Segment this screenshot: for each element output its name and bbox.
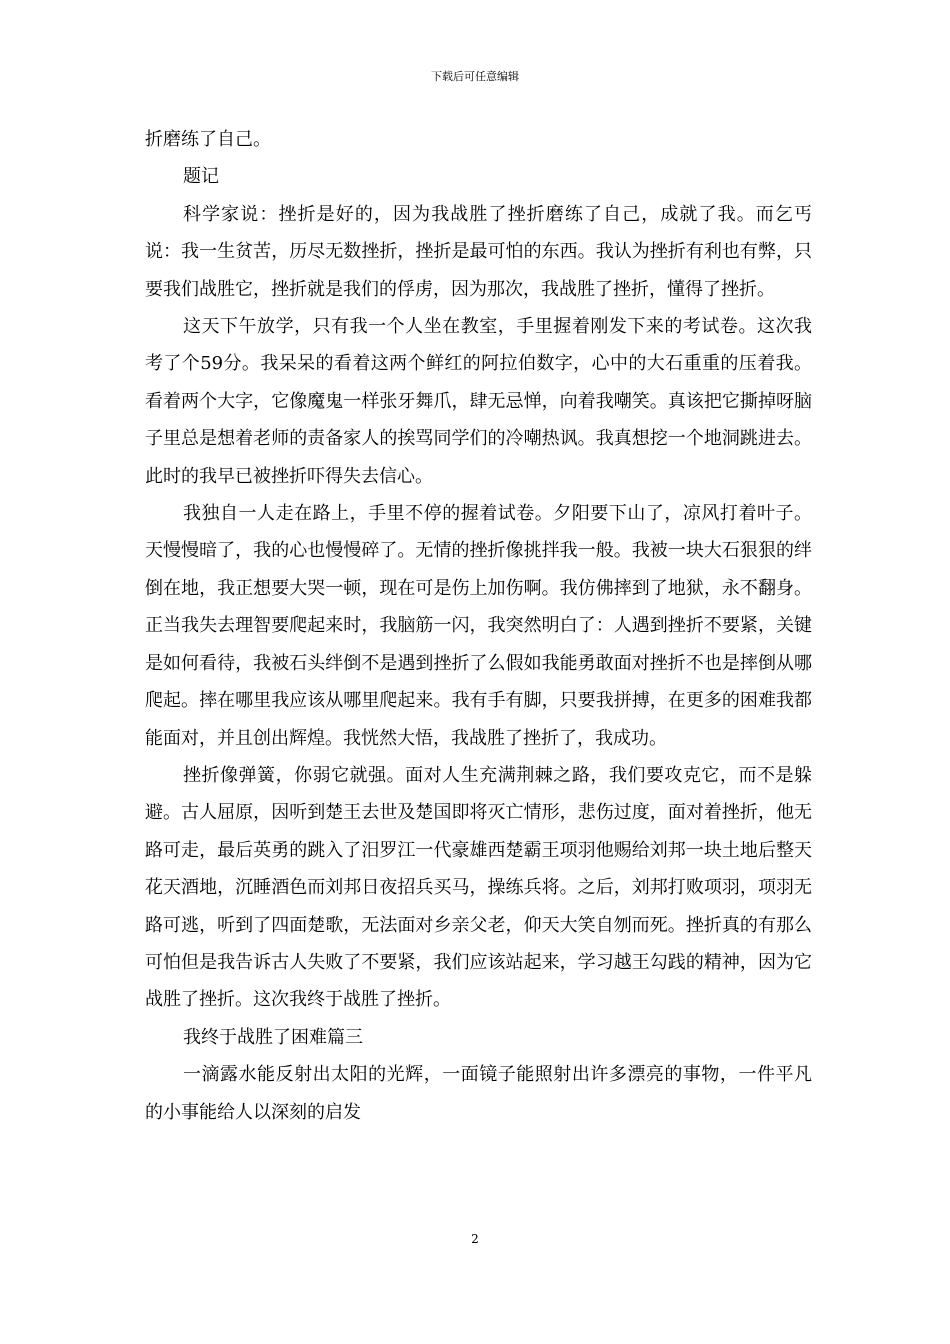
document-body <box>145 121 812 1131</box>
paragraph-epigraph-label: 题记 <box>183 166 219 188</box>
section-title: 我终于战胜了困难篇三 <box>183 1026 363 1048</box>
paragraph-dewdrop: 一滴露水能反射出太阳的光辉，一面镜子能照射出许多漂亮的事物，一件平凡的小事能给人以深刻的启发 <box>145 1064 812 1123</box>
paragraph-continuation: 折磨练了自己。 <box>145 129 271 150</box>
paragraph-scientist-quote: 科学家说：挫折是好的，因为我战胜了挫折磨练了自己，成就了我。而乞丐说：我一生贫苦，历尽无数挫折，挫折是最可怕的东西。我认为挫折有利也有弊，只要我们战胜它，挫折就是我们的俘虏，因为那次，我战胜了挫折，懂得了挫折。 <box>145 203 812 300</box>
paragraph-spring-metaphor: 挫折像弹簧，你弱它就强。面对人生充满荆棘之路，我们要攻克它，而不是躲避。古人屈原，因听到楚王去世及楚国即将灭亡情形，悲伤过度，面对着挫折，他无路可走，最后英勇的跳入了汨罗江一代豪雄西楚霸王项羽他赐给刘邦一块土地后整天花天酒地，沉睡酒色而刘邦日夜招兵买马，操练兵将。之后，刘邦打败项羽，项羽无路可逃，听到了四面楚歌，无法面对乡亲父老，仰天大笑自刎而死。挫折真的有那么可怕但是我告诉古人失败了不要紧，我们应该站起来，学习越王勾践的精神，因为它战胜了挫折。这次我终于战胜了挫折。 <box>145 764 812 1011</box>
paragraph-after-school: 这天下午放学，只有我一个人坐在教室，手里握着刚发下来的考试卷。这次我考了个59分。我呆呆的看着这两个鲜红的阿拉伯数字，心中的大石重重的压着我。看着两个大字，它像魔鬼一样张牙舞爪，肆无忌惮，向着我嘲笑。真该把它撕掉呀脑子里总是想着老师的责备家人的挨骂同学们的冷嘲热讽。我真想挖一个地洞跳进去。此时的我早已被挫折吓得失去信心。 <box>145 316 812 487</box>
paragraph-walking-home: 我独自一人走在路上，手里不停的握着试卷。夕阳要下山了，凉风打着叶子。天慢慢暗了，我的心也慢慢碎了。无情的挫折像挑拌我一般。我被一块大石狠狠的绊倒在地，我正想要大哭一顿，现在可是伤上加伤啊。我仿佛摔到了地狱，永不翻身。正当我失去理智要爬起来时，我脑筋一闪，我突然明白了：人遇到挫折不要紧，关键是如何看待，我被石头绊倒不是遇到挫折了么假如我能勇敢面对挫折不也是摔倒从哪爬起。摔在哪里我应该从哪里爬起来。我有手有脚，只要我拼搏，在更多的困难我都能面对，并且创出辉煌。我恍然大悟，我战胜了挫折了，我成功。 <box>145 503 812 749</box>
page-number: 2 <box>471 1232 479 1246</box>
page-header: 下载后可任意编辑 <box>431 70 519 83</box>
